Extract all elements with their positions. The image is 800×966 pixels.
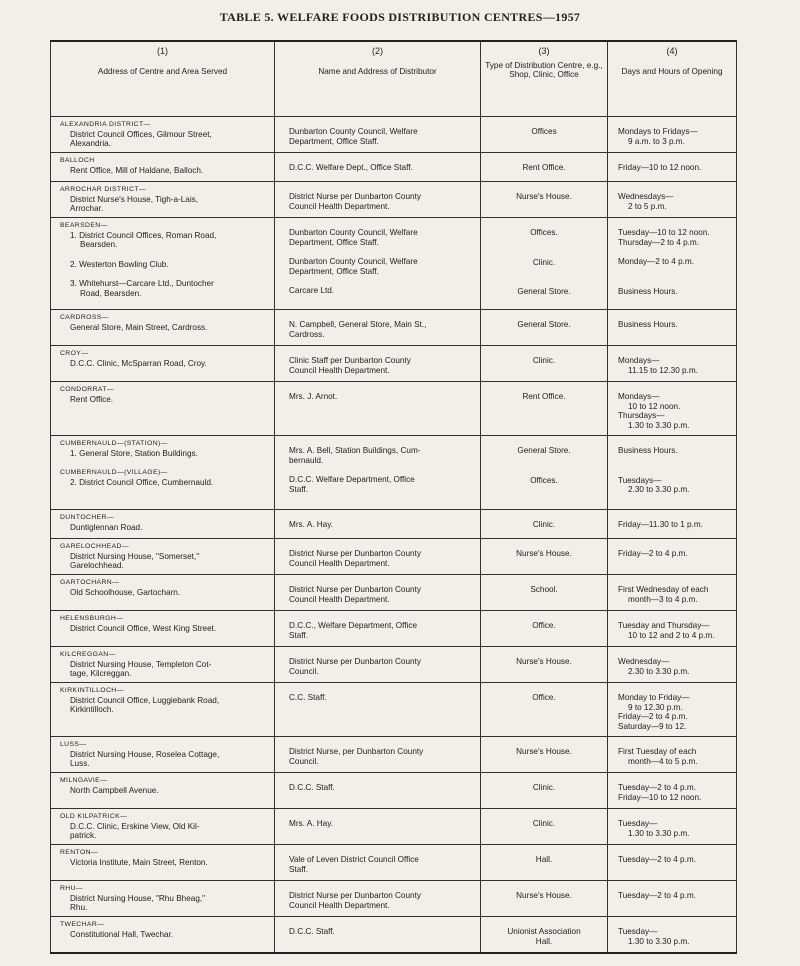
type-cell: Clinic. [481,809,608,845]
hours-cell: Business Hours. [608,310,737,346]
table-row [51,510,737,539]
table-row [51,153,737,182]
table-row [51,182,737,218]
table-row [51,575,737,611]
table-row [51,117,737,153]
type-cell: Offices. Clinic. General Store. [481,218,608,310]
type-cell: Rent Office. [481,153,608,182]
page-title: TABLE 5. WELFARE FOODS DISTRIBUTION CENTRES—1957 [219,10,581,24]
distributor-cell: Mrs. A. Hay. [275,809,481,845]
distributor-cell: District Nurse per Dunbarton County Council Health Department. [275,539,481,575]
distributor-cell: Clinic Staff per Dunbarton County Council Health Department. [275,346,481,382]
distributor-cell: C.C. Staff. [275,683,481,737]
type-cell: Clinic. [481,510,608,539]
address-cell: KIRKINTILLOCH— District Council Office, Luggiebank Road, Kirkintilloch. [51,683,275,737]
table-row [51,539,737,575]
table-row [51,809,737,845]
hours-cell: Monday to Friday— 9 to 12.30 p.m. Friday—2 to 4 p.m. Saturday—9 to 12. [608,683,737,737]
col-header-address: (1) Address of Centre and Area Served [51,41,275,117]
hours-cell: Tuesday—2 to 4 p.m. Friday—10 to 12 noon. [608,773,737,809]
distributor-cell: Vale of Leven District Council Office Staff. [275,845,481,881]
type-cell: Clinic. [481,346,608,382]
hours-cell: Friday—10 to 12 noon. [608,153,737,182]
type-cell: General Store. Offices. [481,436,608,510]
type-cell: Office. [481,611,608,647]
address-cell: LUSS— District Nursing House, Roselea Cottage, Luss. [51,737,275,773]
table-row [51,218,737,310]
table-row [51,310,737,346]
hours-cell: First Tuesday of each month—4 to 5 p.m. [608,737,737,773]
table-row [51,611,737,647]
hours-cell: Mondays— 11.15 to 12.30 p.m. [608,346,737,382]
type-cell: Nurse's House. [481,539,608,575]
address-cell: MILNGAVIE— North Campbell Avenue. [51,773,275,809]
distribution-table [50,40,737,954]
address-cell: CUMBERNAULD—(STATION)— 1. General Store, Station Buildings. CUMBERNAULD—(VILLAGE)— 2. District Council Office, Cumbernauld. [51,436,275,510]
type-cell: Office. [481,683,608,737]
col-header-distributor: (2) Name and Address of Distributor [275,41,481,117]
table-row [51,382,737,436]
type-cell: Hall. [481,845,608,881]
type-cell: School. [481,575,608,611]
hours-cell: Wednesday— 2.30 to 3.30 p.m. [608,647,737,683]
address-cell: DUNTOCHER— Duntiglennan Road. [51,510,275,539]
type-cell: Offices [481,117,608,153]
distributor-cell: D.C.C. Welfare Dept., Office Staff. [275,153,481,182]
hours-cell: Tuesday—2 to 4 p.m. [608,845,737,881]
hours-cell: Mondays— 10 to 12 noon. Thursdays— 1.30 to 3.30 p.m. [608,382,737,436]
type-cell: Nurse's House. [481,182,608,218]
distributor-cell: District Nurse per Dunbarton County Council Health Department. [275,182,481,218]
hours-cell: Tuesday—2 to 4 p.m. [608,881,737,917]
address-cell: CONDORRAT— Rent Office. [51,382,275,436]
type-cell: Nurse's House. [481,881,608,917]
table-row [51,683,737,737]
distributor-cell: N. Campbell, General Store, Main St., Cardross. [275,310,481,346]
table-row [51,773,737,809]
address-cell: BEARSDEN— 1. District Council Offices, Roman Road, Bearsden. 2. Westerton Bowling Club. 3. Whitehurst—Carcare Ltd., Duntocher Road, Bearsden. [51,218,275,310]
hours-cell: First Wednesday of each month—3 to 4 p.m. [608,575,737,611]
address-cell: TWECHAR— Constitutional Hall, Twechar. [51,917,275,953]
type-cell: Nurse's House. [481,647,608,683]
table-row [51,881,737,917]
address-cell: GARELOCHHEAD— District Nursing House, "Somerset," Garelochhead. [51,539,275,575]
col-header-type: (3) Type of Distribution Centre, e.g., Shop, Clinic, Office [481,41,608,117]
address-cell: KILCREGGAN— District Nursing House, Templeton Cot- tage, Kilcreggan. [51,647,275,683]
distributor-cell: District Nurse, per Dunbarton County Council. [275,737,481,773]
hours-cell: Business Hours. Tuesdays— 2.30 to 3.30 p.m. [608,436,737,510]
hours-cell: Tuesday and Thursday— 10 to 12 and 2 to 4 p.m. [608,611,737,647]
table-row [51,647,737,683]
header-row [51,41,737,117]
distributor-cell: Mrs. J. Arnot. [275,382,481,436]
distributor-cell: Dunbarton County Council, Welfare Department, Office Staff. [275,117,481,153]
address-cell: RENTON— Victoria Institute, Main Street, Renton. [51,845,275,881]
type-cell: Clinic. [481,773,608,809]
address-cell: HELENSBURGH— District Council Office, West King Street. [51,611,275,647]
distributor-cell: District Nurse per Dunbarton County Council Health Department. [275,881,481,917]
hours-cell: Tuesday— 1.30 to 3.30 p.m. [608,809,737,845]
address-cell: RHU— District Nursing House, "Rhu Bheag," Rhu. [51,881,275,917]
hours-cell: Friday—2 to 4 p.m. [608,539,737,575]
type-cell: General Store. [481,310,608,346]
hours-cell: Tuesday— 1.30 to 3.30 p.m. [608,917,737,953]
col-header-hours: (4) Days and Hours of Opening [608,41,737,117]
type-cell: Rent Office. [481,382,608,436]
distributor-cell: Mrs. A. Hay. [275,510,481,539]
address-cell: OLD KILPATRICK— D.C.C. Clinic, Erskine View, Old Kil- patrick. [51,809,275,845]
address-cell: GARTOCHARN— Old Schoolhouse, Gartocharn. [51,575,275,611]
table-row [51,436,737,510]
address-cell: CROY— D.C.C. Clinic, McSparran Road, Croy. [51,346,275,382]
address-cell: ALEXANDRIA DISTRICT— District Council Offices, Gilmour Street, Alexandria. [51,117,275,153]
distributor-cell: D.C.C. Staff. [275,773,481,809]
hours-cell: Tuesday—10 to 12 noon. Thursday—2 to 4 p.m. Monday—2 to 4 p.m. Business Hours. [608,218,737,310]
type-cell: Unionist Association Hall. [481,917,608,953]
distributor-cell: District Nurse per Dunbarton County Council Health Department. [275,575,481,611]
type-cell: Nurse's House. [481,737,608,773]
distributor-cell: District Nurse per Dunbarton County Council. [275,647,481,683]
address-cell: ARROCHAR DISTRICT— District Nurse's House, Tigh-a-Lais, Arrochar. [51,182,275,218]
distributor-cell: Dunbarton County Council, Welfare Department, Office Staff. Dunbarton County Council, Welfare Department, Office Staff. Carcare Ltd. [275,218,481,310]
distributor-cell: D.C.C., Welfare Department, Office Staff. [275,611,481,647]
distributor-cell: Mrs. A. Bell, Station Buildings, Cum- bernauld. D.C.C. Welfare Department, Office Staff. [275,436,481,510]
hours-cell: Wednesdays— 2 to 5 p.m. [608,182,737,218]
distributor-cell: D.C.C. Staff. [275,917,481,953]
table-row [51,917,737,953]
table-row [51,845,737,881]
table-row [51,737,737,773]
hours-cell: Mondays to Fridays— 9 a.m. to 3 p.m. [608,117,737,153]
address-cell: BALLOCH Rent Office, Mill of Haldane, Balloch. [51,153,275,182]
hours-cell: Friday—11.30 to 1 p.m. [608,510,737,539]
address-cell: CARDROSS— General Store, Main Street, Cardross. [51,310,275,346]
table-row [51,346,737,382]
